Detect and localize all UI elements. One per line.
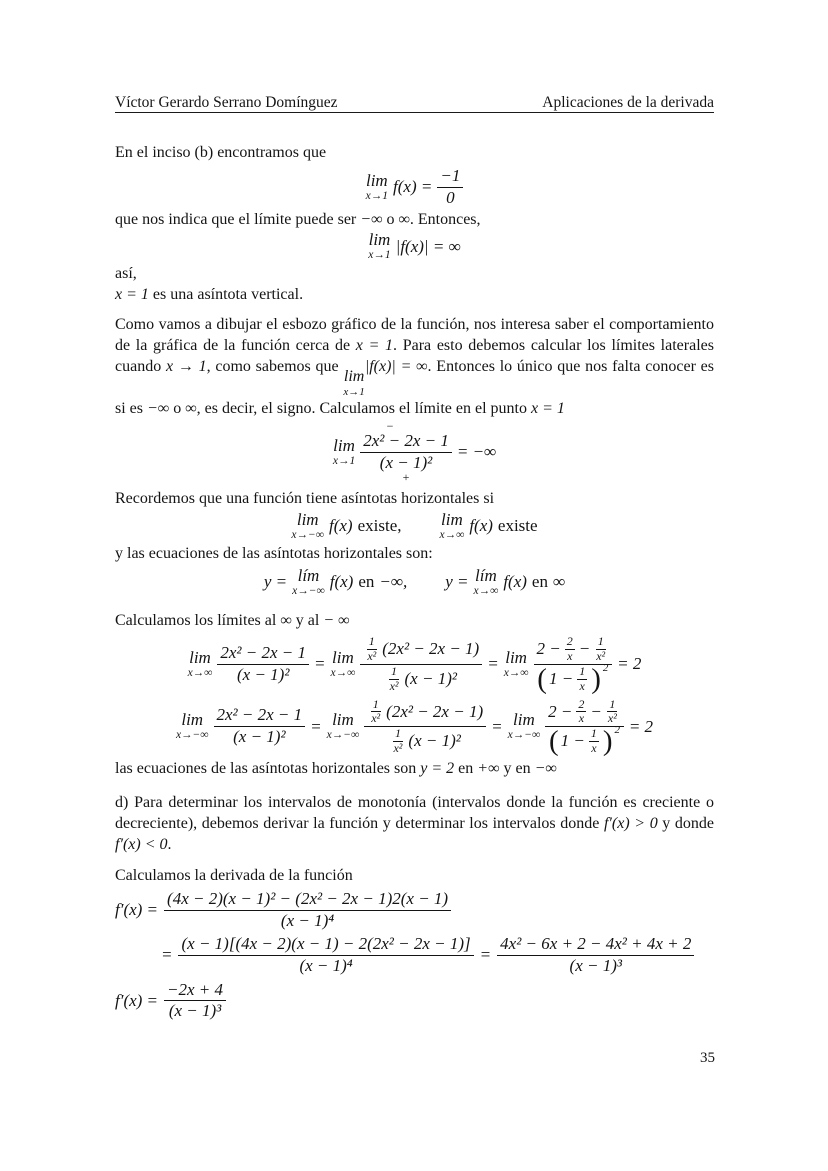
fraction-numerator: 2x² − 2x − 1 — [217, 643, 309, 665]
text-run: , es decir, el signo. Calculamos el límite en el punto — [196, 399, 531, 417]
fraction — [545, 698, 624, 756]
text-run: es una asíntota vertical. — [148, 285, 304, 303]
lim-word: lim — [333, 435, 355, 455]
nested-fraction — [594, 635, 607, 664]
limit-operator — [292, 567, 325, 598]
nested-denominator: x — [578, 711, 585, 726]
lim-word: lim — [343, 367, 365, 385]
nested-fraction — [369, 698, 382, 727]
lim-subscript: x→1 — [368, 249, 391, 262]
text-run: existe, — [357, 516, 402, 536]
lim-subscript: x→1 — [332, 454, 356, 467]
nested-denominator: x — [591, 741, 597, 756]
close-paren: ) — [591, 662, 601, 695]
text-run: . Entonces lo único que nos falta conocer es si es — [115, 357, 715, 417]
math-token: − — [578, 639, 591, 659]
fraction — [360, 635, 482, 693]
superscript: 2 — [614, 724, 621, 737]
limit-operator — [474, 567, 499, 598]
close-paren: ) — [602, 725, 613, 758]
page-header — [115, 94, 714, 113]
header-author: Víctor Gerardo Serrano Domínguez — [115, 94, 338, 111]
math-token: ∞ — [398, 211, 410, 229]
lim-subscript: x→∞ — [473, 584, 499, 597]
nested-fraction — [576, 698, 586, 727]
paragraph-horizontal-asymptotes: Recordemos que una función tiene asíntotas horizontales si — [115, 490, 495, 508]
formula-limits-exist — [115, 511, 714, 542]
math-token: (2x² − 2x − 1) — [382, 639, 480, 659]
nested-numerator: 1 — [597, 634, 604, 649]
math-token: = −∞ — [456, 442, 497, 461]
nested-numerator: 1 — [579, 664, 586, 679]
lim-word: lim — [513, 710, 535, 730]
lim-subscript: x→−∞ — [326, 729, 360, 742]
text-run: en — [531, 571, 548, 591]
fraction-numerator — [364, 698, 486, 728]
formula-abs-limit — [115, 231, 714, 262]
paragraph-sketch-behavior — [115, 314, 714, 419]
limit-operator — [508, 711, 541, 742]
fraction-numerator: 2x² − 2x − 1 — [360, 431, 452, 453]
fraction — [164, 980, 226, 1022]
fraction-numerator — [360, 635, 482, 665]
nested-denominator: x — [567, 649, 573, 664]
nested-numerator: 1 — [368, 634, 375, 649]
nested-numerator: 1 — [394, 726, 401, 741]
paragraph-asymptote-equations: y las ecuaciones de las asíntotas horizontales son: — [115, 544, 433, 562]
nested-denominator: x² — [389, 678, 399, 693]
text-run: las ecuaciones de las asíntotas horizontales son — [115, 759, 421, 777]
fraction-denominator: (x − 1)² — [379, 452, 433, 472]
document-content — [115, 142, 714, 1025]
fraction — [364, 698, 486, 756]
math-token: x = 1 — [531, 399, 565, 417]
fraction — [164, 889, 451, 931]
fraction-denominator — [546, 724, 623, 758]
math-token: f(x) — [503, 571, 527, 591]
nested-denominator: x² — [371, 711, 381, 726]
lim-subscript: x→∞ — [187, 667, 213, 680]
formula-limit-minus-infinity — [115, 698, 714, 756]
formula-limit-one — [115, 166, 714, 208]
lim-subscript: x→1 — [365, 189, 389, 202]
text-run: existe — [497, 516, 538, 536]
limit-operator — [291, 511, 324, 542]
math-token: x = 1 — [355, 336, 394, 354]
fraction-numerator: −2x + 4 — [164, 980, 226, 1002]
math-token: y = 2 — [420, 759, 455, 777]
math-token: 2 − — [548, 701, 573, 721]
fraction-numerator: 2x² − 2x − 1 — [214, 705, 306, 727]
math-token: f′(x) = — [115, 990, 159, 1010]
fraction-numerator: 4x² − 6x + 2 − 4x² + 4x + 2 — [497, 934, 694, 956]
nested-numerator: 2 — [578, 696, 585, 711]
math-token: f(x) = — [393, 177, 433, 197]
math-token: f(x) — [329, 516, 353, 536]
paragraph-intro: En el inciso (b) encontramos que — [115, 144, 327, 161]
fraction — [217, 643, 309, 685]
fraction — [214, 705, 306, 747]
lim-word: lim — [332, 710, 354, 730]
nested-fraction — [565, 635, 575, 664]
lim-word: lím — [475, 565, 497, 585]
derivative-line-3 — [115, 980, 714, 1022]
fraction-denominator: (x − 1)³ — [168, 1001, 222, 1021]
math-token: |f(x)| = ∞ — [395, 236, 461, 256]
math-token: 1 − — [548, 668, 574, 688]
formula-lateral-limit — [115, 418, 714, 485]
nested-fraction — [606, 698, 619, 727]
fraction-denominator: 0 — [446, 187, 455, 207]
text-run: d) Para determinar los intervalos de monotonía (intervalos donde la función es creciente o decreciente), debemos derivar la función y determinar los intervalos donde — [115, 793, 714, 832]
math-token: f′(x) > 0 — [603, 814, 658, 832]
math-token: = — [310, 716, 322, 736]
fraction-denominator — [386, 727, 463, 756]
math-token: f′(x) = — [115, 899, 159, 919]
math-token: ∞ — [552, 571, 566, 591]
lim-word: lim — [368, 230, 391, 250]
lim-word: lim — [296, 510, 319, 530]
paragraph-calc-limits — [115, 610, 714, 631]
fraction-numerator — [534, 635, 613, 665]
limit-operator — [440, 511, 465, 542]
limit-operator — [188, 649, 213, 680]
nested-numerator: 1 — [372, 696, 379, 711]
math-token: f(x) — [469, 516, 493, 536]
fraction-denominator: (x − 1)⁴ — [299, 956, 353, 976]
text-run: . Entonces, — [409, 211, 481, 229]
lim-word: lim — [181, 710, 204, 730]
math-token: 1 − — [560, 731, 585, 751]
inline-limit-operator — [343, 369, 364, 398]
text-run: o — [382, 211, 399, 229]
math-token: −∞ — [147, 399, 170, 417]
paragraph-vertical-asymptote — [115, 284, 714, 305]
page-number: 35 — [700, 1050, 715, 1066]
superscript: 2 — [602, 662, 609, 675]
nested-denominator: x² — [367, 649, 377, 664]
math-token: = — [161, 945, 173, 965]
math-token: 2 − — [536, 639, 561, 659]
fraction-numerator: −1 — [437, 166, 463, 188]
lim-subscript: x→−∞ — [175, 729, 209, 742]
derivative-block — [115, 889, 714, 1022]
formula-asymptote-equations — [115, 567, 714, 598]
lim-subscript: x→∞ — [439, 529, 465, 542]
nested-denominator: x² — [393, 741, 403, 756]
limit-operator — [504, 649, 529, 680]
text-run: Calculamos los límites al — [115, 612, 281, 630]
derivative-line-1 — [115, 889, 714, 931]
fraction-denominator: (x − 1)³ — [569, 956, 622, 976]
limit-operator — [176, 711, 209, 742]
fraction-denominator: (x − 1)² — [233, 727, 286, 747]
fraction-numerator — [545, 698, 624, 728]
nested-fraction — [388, 665, 401, 694]
limit-operator — [366, 172, 388, 203]
fraction-denominator: (x − 1)² — [236, 665, 290, 685]
math-token: −∞ — [360, 211, 383, 229]
fraction — [437, 166, 463, 208]
text-run: . Para esto debemos calcular los límites laterales cuando — [115, 336, 714, 375]
text-run: en — [358, 571, 375, 591]
paragraph-asi: así, — [115, 264, 137, 282]
math-token: (x − 1)² — [408, 731, 461, 751]
fraction-numerator: (4x − 2)(x − 1)² − (2x² − 2x − 1)2(x − 1) — [164, 889, 451, 911]
derivative-line-2 — [115, 934, 714, 976]
open-paren: ( — [537, 662, 547, 695]
nested-denominator: x — [579, 678, 585, 693]
math-token: = — [314, 654, 326, 674]
math-token: = — [479, 945, 492, 965]
open-paren: ( — [548, 725, 559, 758]
math-token: − ∞ — [323, 612, 350, 630]
formula-limit-plus-infinity — [115, 635, 714, 693]
lim-word: lím — [297, 565, 320, 585]
lim-subscript: x→−∞ — [507, 729, 541, 742]
sign-annotation-top: − — [386, 418, 394, 433]
math-token: ∞ — [185, 399, 197, 417]
math-token: y = — [263, 571, 288, 591]
math-token: −∞ — [534, 759, 557, 777]
lim-subscript: x→∞ — [330, 667, 356, 680]
paragraph-asymptote-conclusion — [115, 758, 714, 779]
fraction-denominator — [383, 665, 460, 694]
nested-numerator: 1 — [391, 664, 398, 679]
nested-numerator: 2 — [566, 634, 573, 649]
limit-operator — [368, 231, 390, 262]
header-section-title: Aplicaciones de la derivada — [542, 94, 714, 111]
limit-operator — [331, 649, 356, 680]
text-run: , como sabemos que — [206, 357, 344, 375]
text-run: Como vamos a dibujar el esbozo gráfico de la función, nos interesa saber el comportamiento de la gráfica de la función cerca de — [115, 315, 714, 354]
math-token: = — [487, 654, 499, 674]
sign-annotation-bottom: + — [402, 470, 410, 485]
lim-word: lim — [505, 648, 527, 668]
text-run: y en — [499, 759, 535, 777]
math-token: +∞ — [477, 759, 500, 777]
lim-subscript: x→∞ — [503, 667, 529, 680]
lim-word: lim — [189, 648, 211, 668]
text-run: . — [167, 835, 172, 853]
text-run: y al — [291, 612, 324, 630]
fraction-denominator — [534, 662, 611, 695]
nested-denominator: x² — [596, 649, 606, 664]
fraction — [534, 635, 613, 693]
lim-subscript: x→−∞ — [292, 584, 325, 597]
lim-subscript: x→−∞ — [291, 529, 324, 542]
nested-fraction — [577, 665, 587, 694]
text-run: que nos indica que el límite puede ser — [115, 211, 361, 229]
math-token: = — [491, 716, 503, 736]
nested-numerator: 1 — [609, 696, 616, 711]
text-run: en — [454, 759, 478, 777]
lim-subscript: x→1 — [343, 385, 365, 398]
lim-word: lim — [365, 170, 388, 190]
math-token: = 2 — [628, 716, 654, 736]
math-token: ∞ — [280, 612, 292, 630]
nested-fraction — [365, 635, 378, 664]
limit-operator — [327, 711, 360, 742]
paragraph-monotony — [115, 792, 714, 855]
fraction — [497, 934, 694, 976]
math-token: x → 1 — [165, 357, 207, 375]
limit-operator — [333, 437, 355, 468]
fraction-numerator: (x − 1)[(4x − 2)(x − 1) − 2(2x² − 2x − 1)] — [178, 934, 473, 956]
nested-numerator: 1 — [590, 726, 597, 741]
math-token: (x − 1)² — [404, 668, 457, 688]
fraction — [178, 934, 473, 976]
text-run: y donde — [657, 814, 715, 832]
nested-fraction — [391, 727, 404, 756]
fraction-with-signs — [360, 418, 452, 485]
math-token: f(x) — [329, 571, 354, 591]
math-token: − — [590, 701, 602, 721]
paragraph-limit-sign — [115, 209, 714, 230]
math-token: x = 1 — [115, 285, 149, 303]
fraction-denominator: (x − 1)⁴ — [280, 910, 335, 930]
nested-denominator: x² — [607, 711, 617, 726]
math-token: f′(x) < 0 — [115, 835, 168, 853]
nested-fraction — [589, 727, 599, 756]
lim-word: lim — [441, 510, 463, 530]
math-token: |f(x)| = ∞ — [364, 357, 428, 375]
math-token: −∞, — [379, 571, 408, 591]
math-token: (2x² − 2x − 1) — [386, 701, 484, 721]
text-run: o — [169, 399, 186, 417]
math-token: y = — [445, 571, 469, 591]
paragraph-derivative-intro: Calculamos la derivada de la función — [115, 866, 353, 884]
math-token: = 2 — [617, 654, 642, 674]
lim-word: lim — [332, 648, 354, 668]
